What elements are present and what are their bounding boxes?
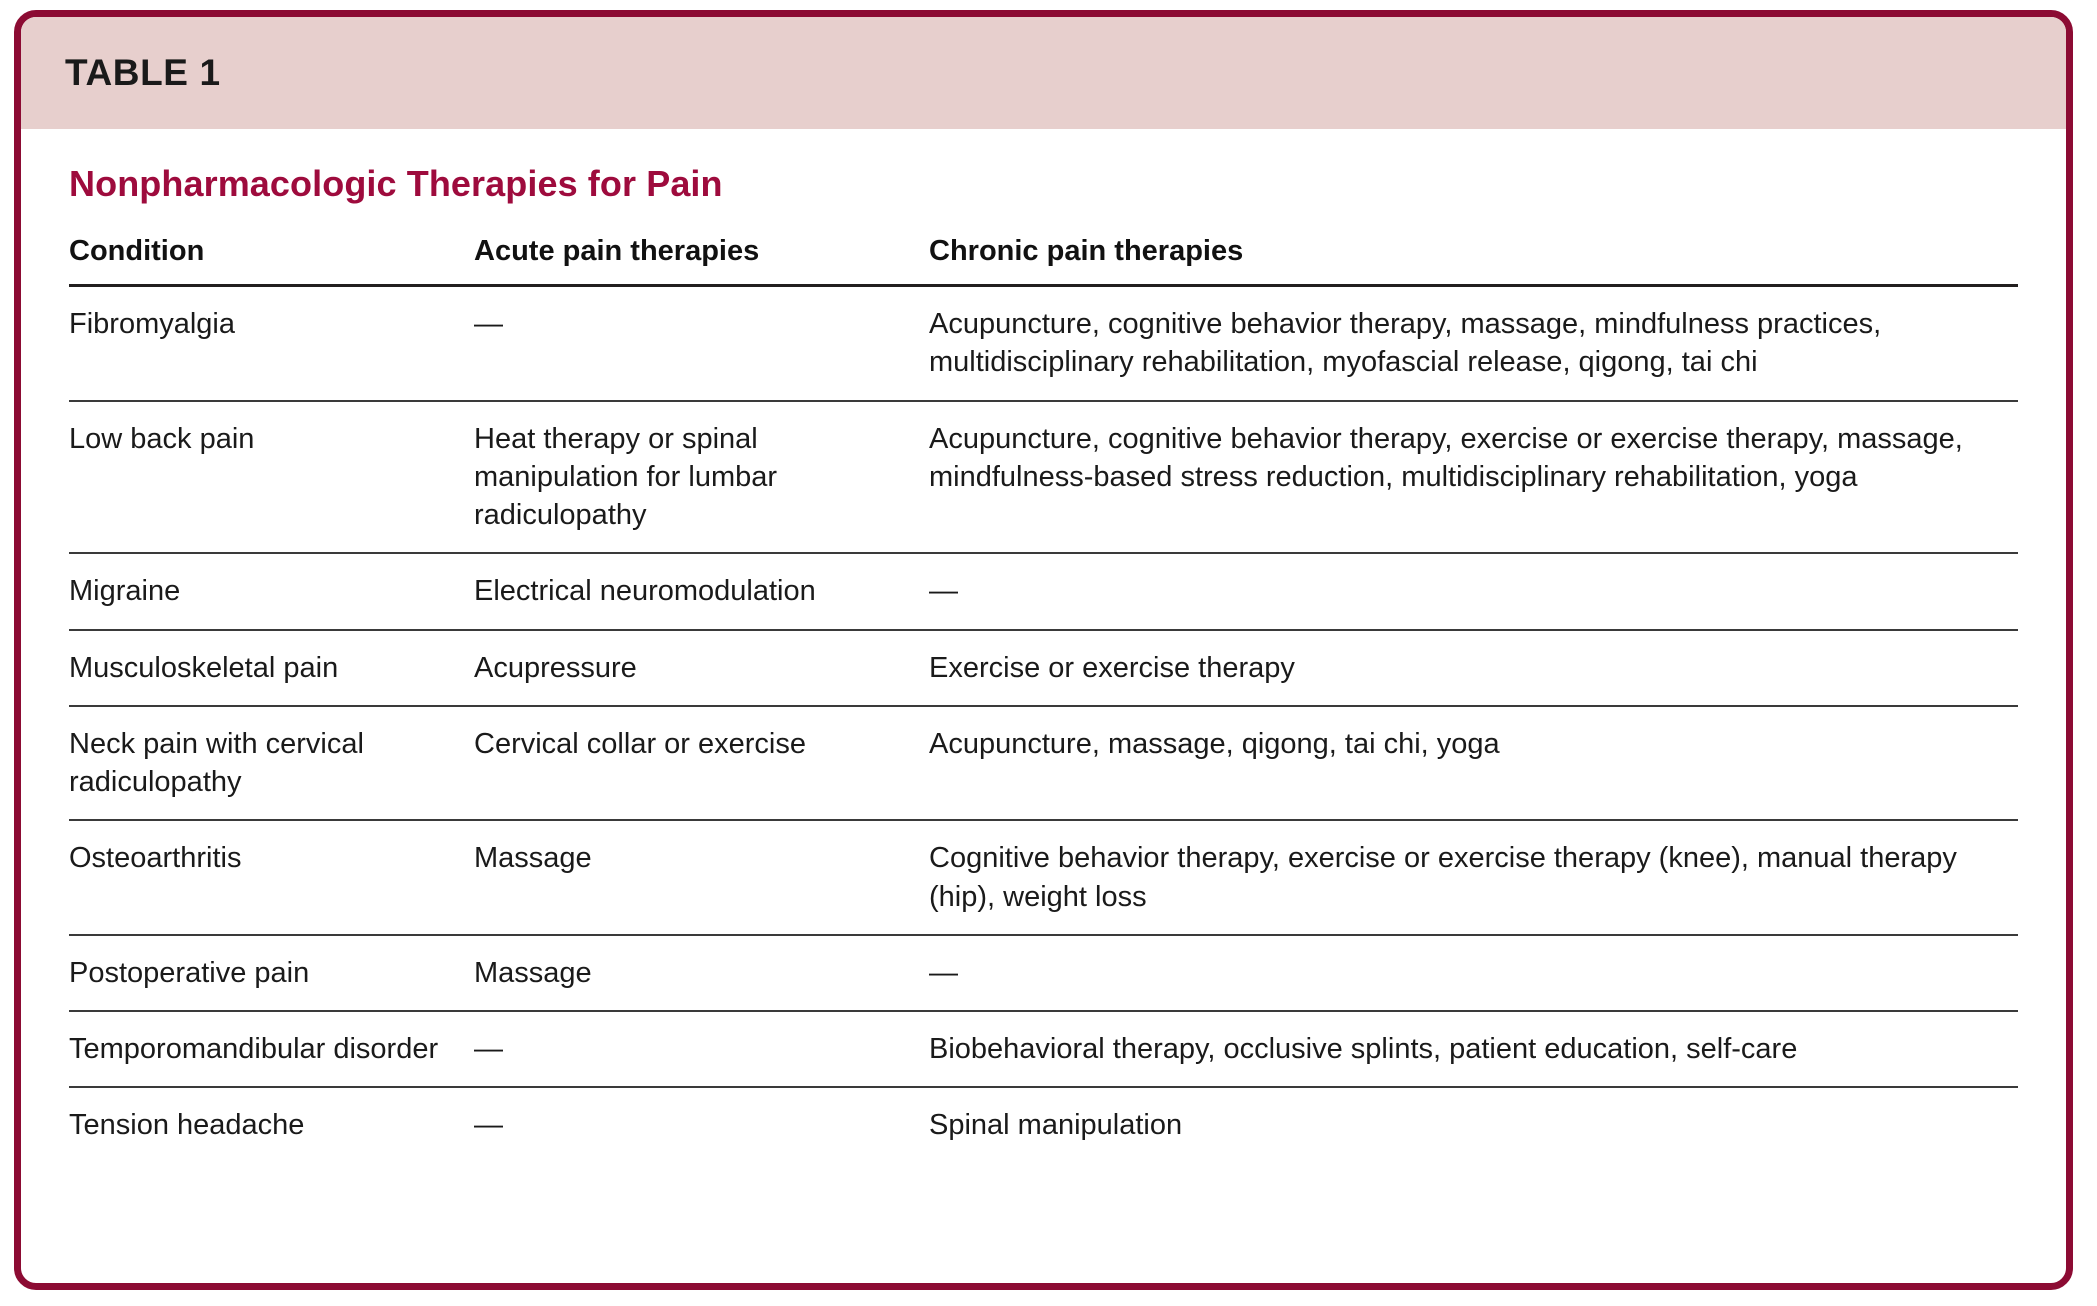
cell-condition: Low back pain	[69, 401, 474, 554]
table-card	[14, 10, 2073, 1290]
table-row	[69, 706, 2018, 821]
table-header-row	[69, 235, 2018, 286]
table-header	[69, 235, 2018, 286]
cell-acute: Cervical collar or exercise	[474, 706, 929, 821]
column-header-condition: Condition	[69, 235, 474, 286]
cell-chronic: —	[929, 553, 2018, 629]
table-banner	[21, 17, 2066, 129]
table-body-rows	[69, 286, 2018, 1163]
cell-acute: —	[474, 286, 929, 401]
cell-acute: Massage	[474, 935, 929, 1011]
cell-condition: Postoperative pain	[69, 935, 474, 1011]
therapies-table	[69, 235, 2018, 1163]
table-row	[69, 1011, 2018, 1087]
cell-chronic: Acupuncture, massage, qigong, tai chi, yoga	[929, 706, 2018, 821]
cell-condition: Fibromyalgia	[69, 286, 474, 401]
cell-acute: Electrical neuromodulation	[474, 553, 929, 629]
table-row	[69, 935, 2018, 1011]
cell-acute: Heat therapy or spinal manipulation for lumbar radiculopathy	[474, 401, 929, 554]
table-row	[69, 1087, 2018, 1162]
cell-condition: Migraine	[69, 553, 474, 629]
table-row	[69, 553, 2018, 629]
table-row	[69, 820, 2018, 935]
cell-acute: Massage	[474, 820, 929, 935]
table-number-label: TABLE 1	[65, 52, 221, 93]
cell-acute: Acupressure	[474, 630, 929, 706]
cell-chronic: Biobehavioral therapy, occlusive splints, patient education, self-care	[929, 1011, 2018, 1087]
cell-condition: Osteoarthritis	[69, 820, 474, 935]
cell-chronic: Cognitive behavior therapy, exercise or exercise therapy (knee), manual therapy (hip), weight loss	[929, 820, 2018, 935]
table-row	[69, 401, 2018, 554]
cell-acute: —	[474, 1109, 503, 1142]
table-body	[21, 163, 2066, 1163]
cell-chronic: Acupuncture, cognitive behavior therapy, exercise or exercise therapy, massage, mindfulness-based stress reduction, multidisciplinary rehabilitation, yoga	[929, 401, 2018, 554]
table-title: Nonpharmacologic Therapies for Pain	[69, 163, 723, 204]
table-row	[69, 286, 2018, 401]
cell-condition: Temporomandibular disorder	[69, 1011, 474, 1087]
cell-chronic: —	[929, 935, 2018, 1011]
cell-chronic: Exercise or exercise therapy	[929, 630, 2018, 706]
cell-chronic: Acupuncture, cognitive behavior therapy, massage, mindfulness practices, multidisciplinary rehabilitation, myofascial release, qigong, tai chi	[929, 286, 2018, 401]
cell-chronic: Spinal manipulation	[929, 1109, 1183, 1142]
column-header-acute: Acute pain therapies	[474, 235, 929, 286]
table-row	[69, 630, 2018, 706]
cell-condition: Neck pain with cervical radiculopathy	[69, 706, 474, 821]
cell-condition: Tension headache	[69, 1109, 305, 1142]
cell-acute: —	[474, 1011, 929, 1087]
cell-condition: Musculoskeletal pain	[69, 630, 474, 706]
column-header-chronic: Chronic pain therapies	[929, 235, 2018, 286]
